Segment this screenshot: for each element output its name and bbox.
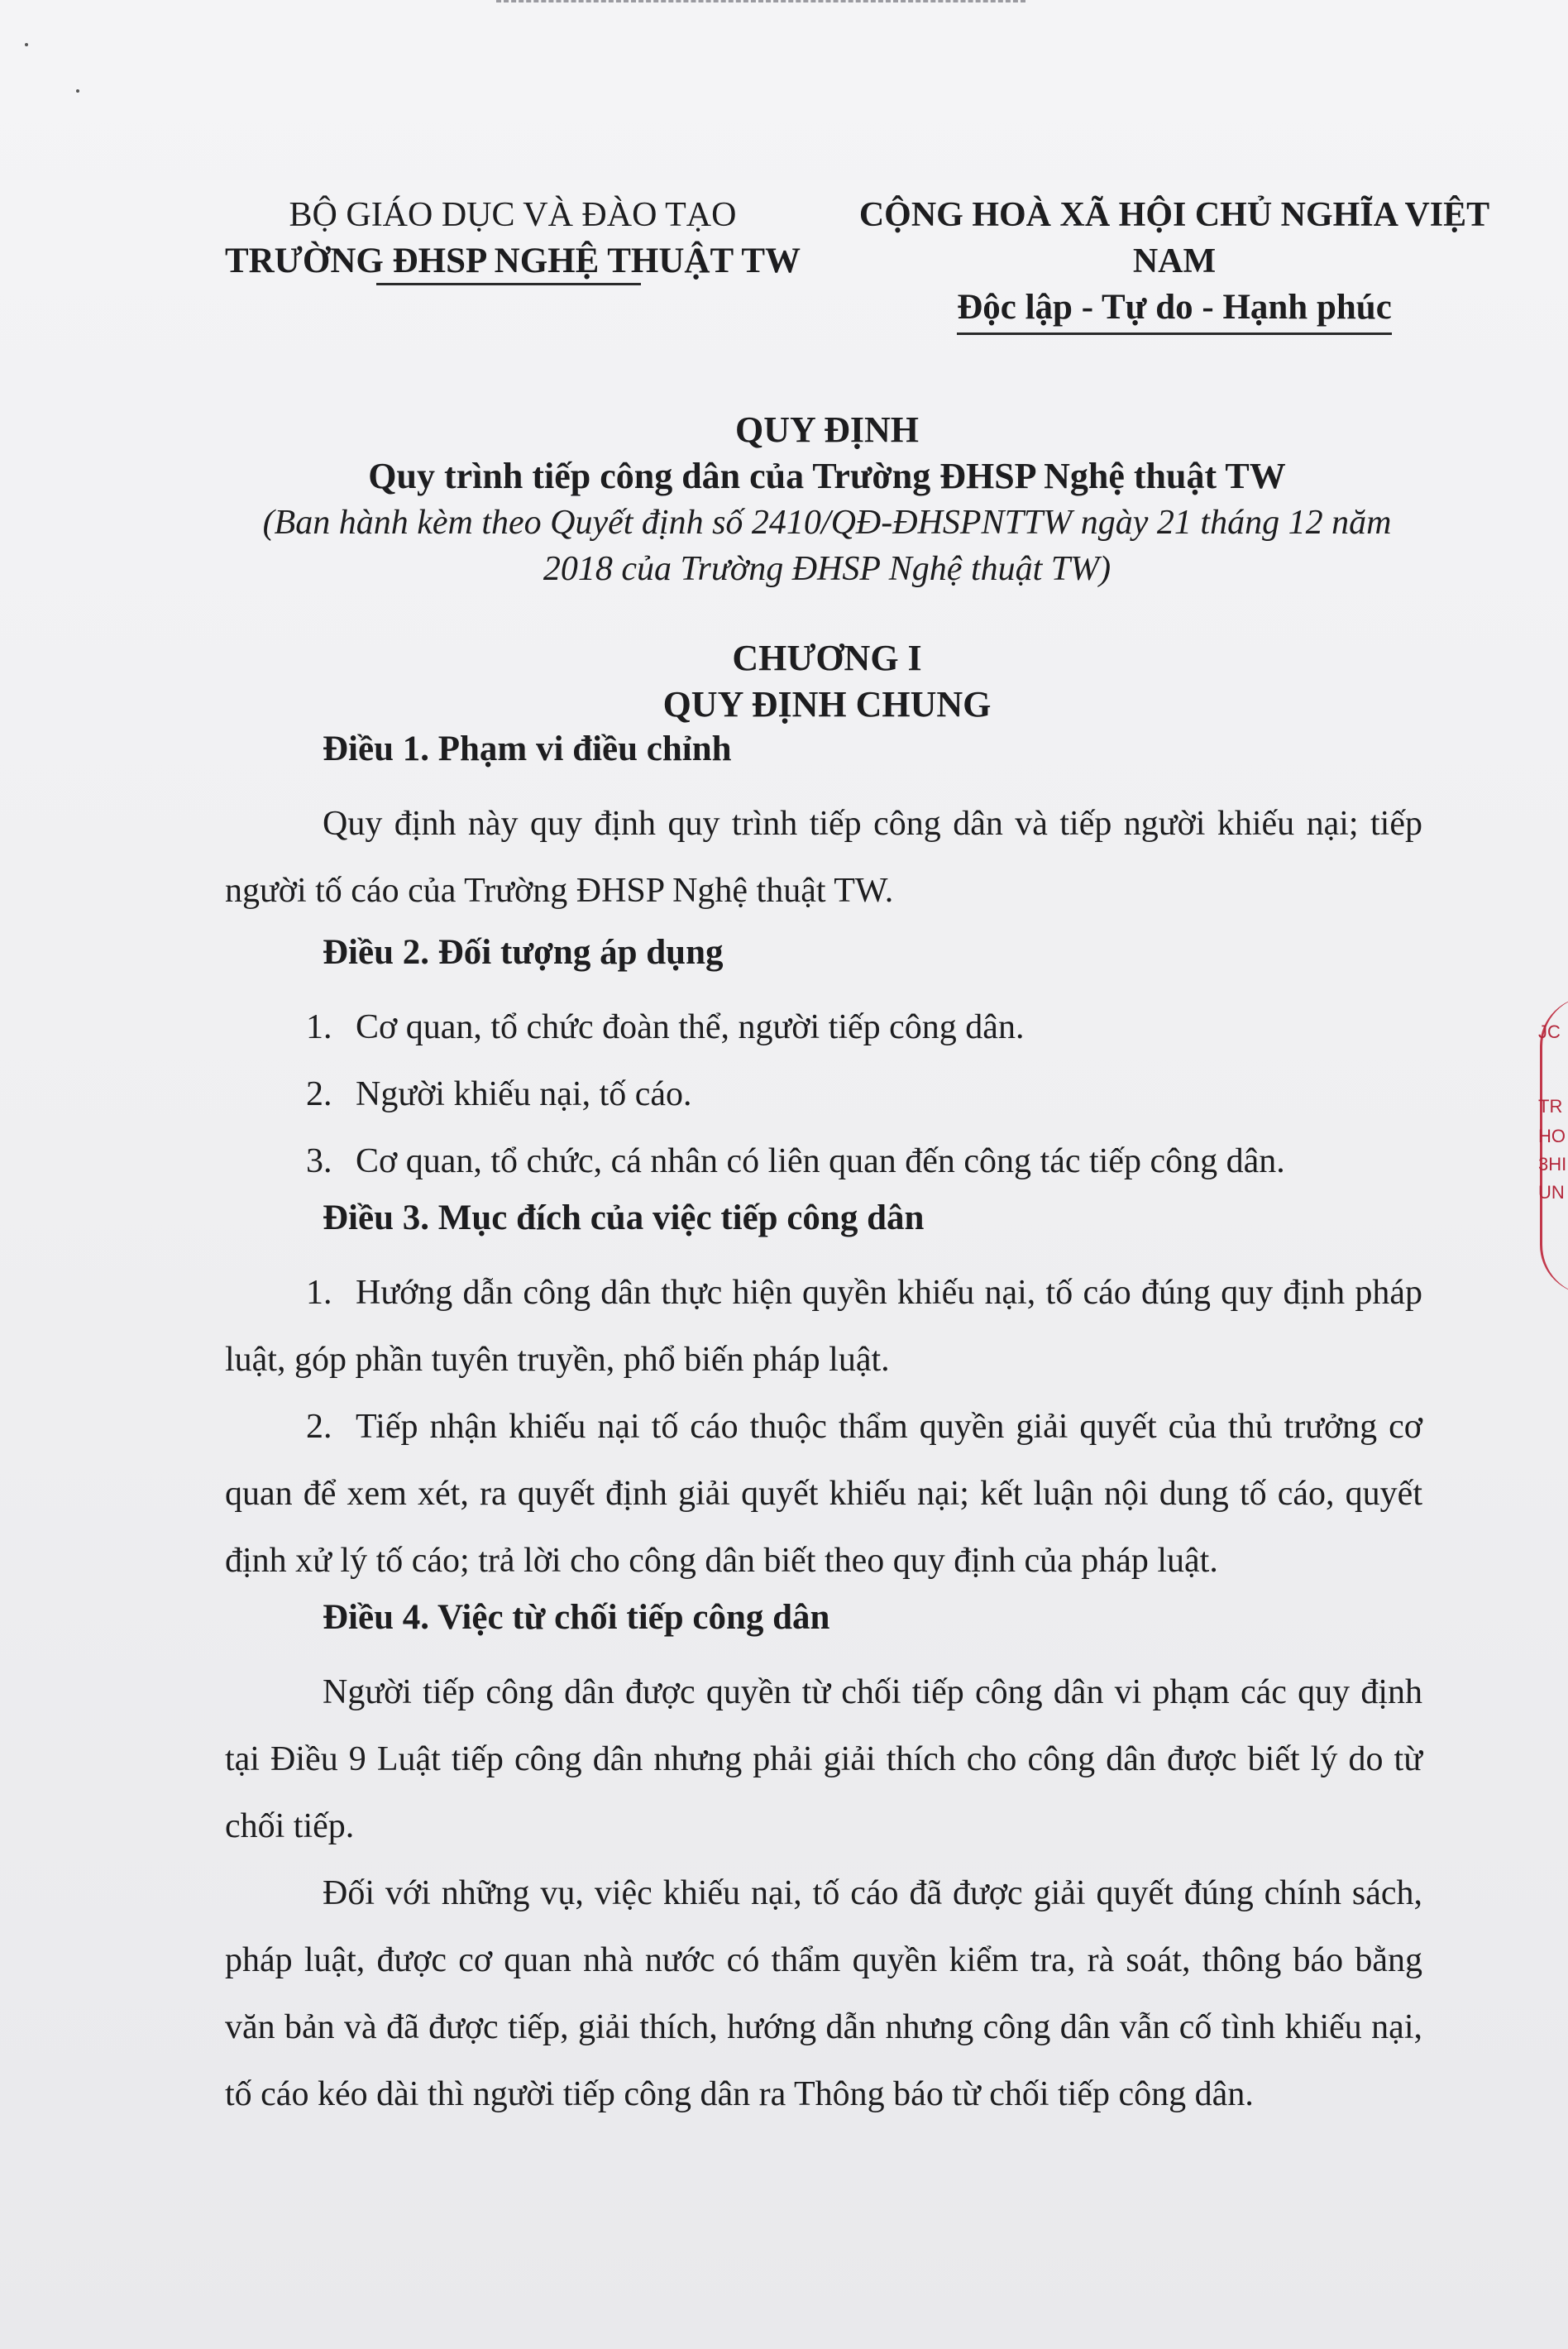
issuance-line-2: 2018 của Trường ĐHSP Nghệ thuật TW) (543, 550, 1111, 588)
header-right (827, 192, 1522, 335)
item-number: 2. (306, 1408, 332, 1446)
article-2-item (225, 1128, 1422, 1195)
header-left (207, 192, 819, 285)
article-4-heading: Điều 4. Việc từ chối tiếp công dân (323, 1598, 830, 1637)
stamp-text: HO (1538, 1126, 1566, 1146)
stamp-text: UN (1538, 1182, 1565, 1203)
title-block (198, 407, 1456, 592)
item-number: 2. (306, 1075, 332, 1113)
paper-speck (25, 43, 28, 46)
article-4-paragraph: Người tiếp công dân được quyền từ chối tiếp công dân vi phạm các quy định tại Điều 9 Luật tiếp công dân nhưng phải giải thích cho công dân được biết lý do từ chối tiếp. (225, 1673, 1422, 1845)
item-text: Hướng dẫn công dân thực hiện quyền khiếu nại, tố cáo đúng quy định pháp luật, góp phần tuyên truyền, phổ biến pháp luật. (225, 1274, 1422, 1379)
republic-name: CỘNG HOÀ XÃ HỘI CHỦ NGHĨA VIỆT NAM (858, 196, 1490, 280)
article-3-item (225, 1394, 1422, 1595)
stamp-text: TR (1538, 1096, 1563, 1117)
ministry-name: BỘ GIÁO DỤC VÀ ĐÀO TẠO (289, 196, 737, 234)
item-text: Cơ quan, tổ chức đoàn thể, người tiếp công dân. (356, 1008, 1025, 1046)
article-2-heading: Điều 2. Đối tượng áp dụng (323, 933, 724, 972)
issuance-line-1: (Ban hành kèm theo Quyết định số 2410/QĐ-ĐHSPNTTW ngày 21 tháng 12 năm (262, 504, 1392, 542)
school-name: TRƯỜNG ĐHSP NGHỆ THUẬT TW (224, 242, 801, 280)
article-2-item (225, 1061, 1422, 1128)
paper-speck (76, 89, 79, 93)
article-3-heading: Điều 3. Mục đích của việc tiếp công dân (323, 1198, 925, 1237)
stamp-text: 3HI (1538, 1154, 1567, 1174)
article-2-item (225, 994, 1422, 1061)
item-text: Cơ quan, tổ chức, cá nhân có liên quan đến công tác tiếp công dân. (356, 1142, 1285, 1180)
stamp-text: JC (1538, 1021, 1561, 1042)
top-dashed-rule (496, 0, 1025, 6)
national-motto: Độc lập - Tự do - Hạnh phúc (957, 285, 1392, 335)
red-seal-stamp (1528, 997, 1568, 1294)
item-text: Người khiếu nại, tố cáo. (356, 1075, 692, 1113)
article-4-paragraph: Đối với những vụ, việc khiếu nại, tố cáo đã được giải quyết đúng chính sách, pháp luật, được cơ quan nhà nước có thẩm quyền kiểm tra, rà soát, thông báo bằng văn bản và đã được tiếp, giải thích, hướng dẫn nhưng công dân vẫn cố tình khiếu nại, tố cáo kéo dài thì người tiếp công dân ra Thông báo từ chối tiếp công dân. (225, 1874, 1422, 2113)
chapter-block (198, 635, 1456, 728)
item-number: 1. (306, 1008, 332, 1046)
chapter-name: QUY ĐỊNH CHUNG (662, 684, 992, 725)
article-1-paragraph: Quy định này quy định quy trình tiếp công dân và tiếp người khiếu nại; tiếp người tố cáo của Trường ĐHSP Nghệ thuật TW. (225, 805, 1422, 910)
chapter-number: CHƯƠNG I (732, 638, 922, 678)
document-subtitle: Quy trình tiếp công dân của Trường ĐHSP Nghệ thuật TW (368, 456, 1286, 496)
article-1-heading: Điều 1. Phạm vi điều chỉnh (323, 730, 732, 768)
document-body (225, 726, 1422, 2128)
article-3-item (225, 1260, 1422, 1394)
document-title: QUY ĐỊNH (734, 409, 920, 450)
item-number: 1. (306, 1274, 332, 1312)
item-number: 3. (306, 1142, 332, 1180)
item-text: Tiếp nhận khiếu nại tố cáo thuộc thẩm quyền giải quyết của thủ trưởng cơ quan để xem xét, ra quyết định giải quyết khiếu nại; kết luận nội dung tố cáo, quyết định xử lý tố cáo; trả lời cho công dân biết theo quy định của pháp luật. (225, 1408, 1422, 1580)
